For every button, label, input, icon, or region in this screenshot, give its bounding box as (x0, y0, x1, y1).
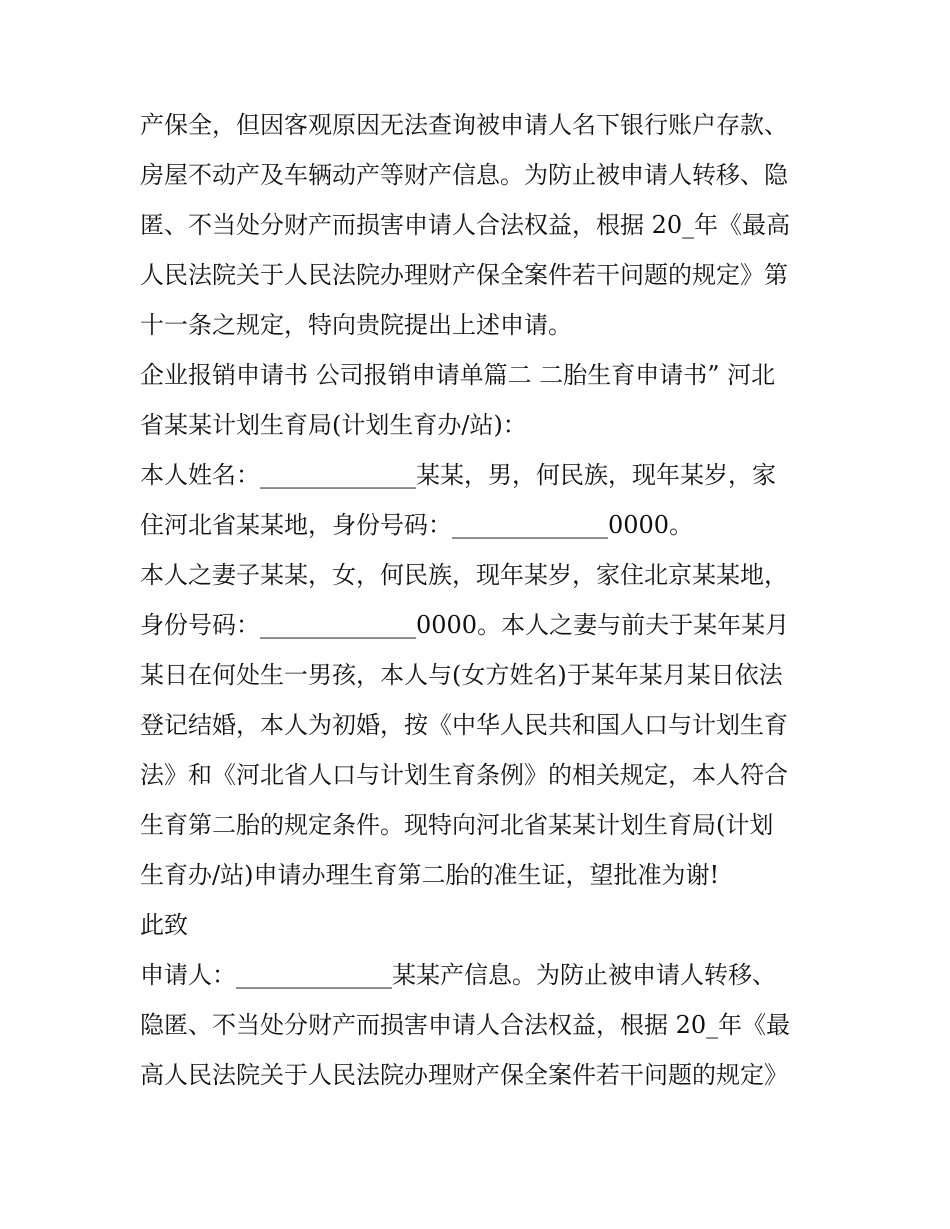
addressee-line: 省某某计划生育局(计划生育办/站)： (140, 411, 527, 439)
text-line: 登记结婚，本人为初婚，按《中华人民共和国人口与计划生育 (140, 711, 788, 739)
text-line: 法》和《河北省人口与计划生育条例》的相关规定，本人符合 (140, 761, 788, 789)
text-line: 人民法院关于人民法院办理财产保全案件若干问题的规定》第 (140, 261, 788, 289)
document-body (140, 100, 830, 1100)
text-line: 高人民法院关于人民法院办理财产保全案件若干问题的规定》 (140, 1061, 788, 1089)
text-line: 生育办/站)申请办理生育第二胎的准生证，望批准为谢! (140, 861, 720, 889)
text-line: 生育第二胎的规定条件。现特向河北省某某计划生育局(计划 (140, 811, 774, 839)
text-line: 房屋不动产及车辆动产等财产信息。为防止被申请人转移、隐 (140, 161, 788, 189)
closing-line: 此致 (140, 911, 188, 939)
text-line: 产保全，但因客观原因无法查询被申请人名下银行账户存款、 (140, 111, 788, 139)
text-line: 某日在何处生一男孩，本人与(女方姓名)于某年某月某日依法 (140, 661, 783, 689)
text-line: 十一条之规定，特向贵院提出上述申请。 (140, 311, 572, 339)
text-line: 隐匿、不当处分财产而损害申请人合法权益，根据 20_年《最 (140, 1011, 791, 1039)
section-heading-line: 企业报销申请书 公司报销申请单篇二 二胎生育申请书” 河北 (140, 361, 776, 389)
signature-line: 申请人：_____________某某产信息。为防止被申请人转移、 (140, 961, 776, 989)
text-line: 本人之妻子某某，女，何民族，现年某岁，家住北京某某地， (140, 561, 788, 589)
text-line: 匿、不当处分财产而损害申请人合法权益，根据 20_年《最高 (140, 211, 791, 239)
text-line: 住河北省某某地，身份号码：_____________0000。 (140, 511, 694, 539)
text-line: 本人姓名：_____________某某，男，何民族，现年某岁，家 (140, 461, 776, 489)
text-line: 身份号码：_____________0000。本人之妻与前夫于某年某月 (140, 611, 790, 639)
